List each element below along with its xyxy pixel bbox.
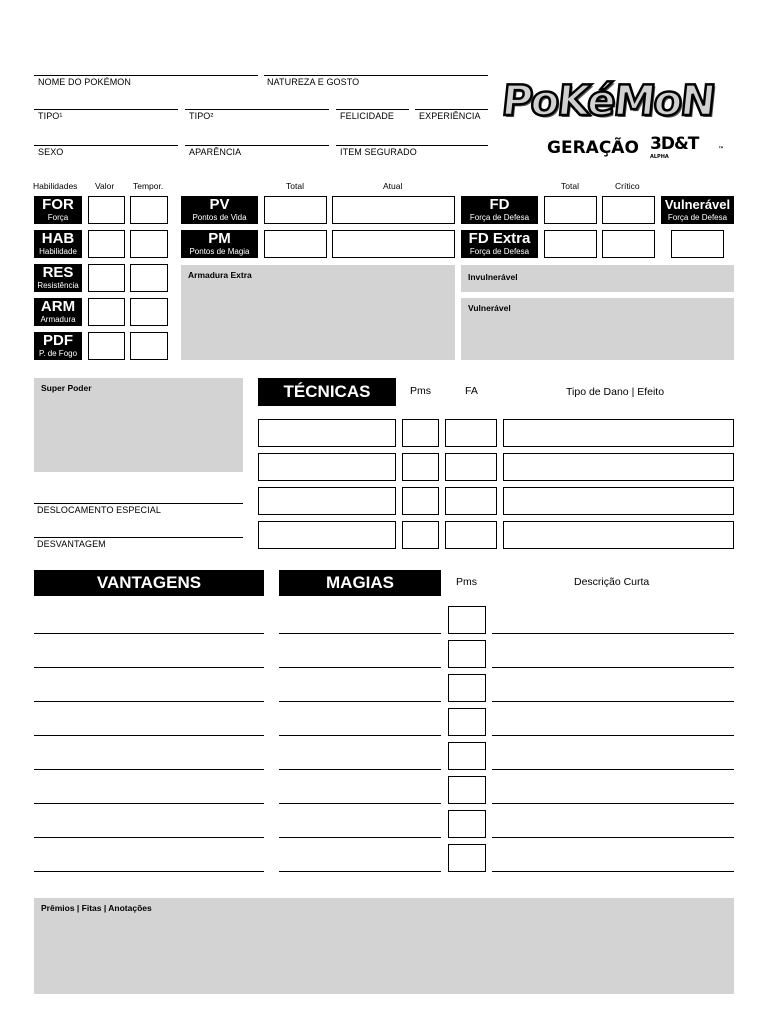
attr-res-temp[interactable] xyxy=(130,264,168,292)
habilidades-header: Habilidades xyxy=(33,181,78,191)
super-poder-box[interactable] xyxy=(34,378,243,472)
logo-brand: PoKéMoN xyxy=(499,76,717,125)
logo-edition: ALPHA xyxy=(650,154,669,160)
deslocamento-line[interactable] xyxy=(34,503,243,504)
magia-pms-box[interactable] xyxy=(448,708,486,736)
magia-pms-box[interactable] xyxy=(448,606,486,634)
tipo2-label: TIPO² xyxy=(189,111,214,121)
armadura-extra-box[interactable] xyxy=(181,265,455,360)
tecnica-fa-box[interactable] xyxy=(445,487,497,515)
tecnica-tipo-box[interactable] xyxy=(503,453,734,481)
attr-pdf-badge xyxy=(34,332,82,360)
attr-pdf-valor[interactable] xyxy=(88,332,125,360)
natureza-line[interactable] xyxy=(264,75,488,76)
attr-hab-temp[interactable] xyxy=(130,230,168,258)
vulneravel-value-box[interactable] xyxy=(671,230,724,258)
fd-total-box[interactable] xyxy=(544,196,597,224)
attr-arm-valor[interactable] xyxy=(88,298,125,326)
critico-header: Crítico xyxy=(615,181,640,191)
tecnicas-tipo-header: Tipo de Dano | Efeito xyxy=(566,386,665,398)
fd-extra-name: Força de Defesa xyxy=(469,247,530,256)
tipo1-label: TIPO¹ xyxy=(38,111,63,121)
tecnica-pms-box[interactable] xyxy=(402,453,439,481)
pv-name: Pontos de Vida xyxy=(192,213,247,222)
experiencia-line[interactable] xyxy=(415,109,488,110)
fd-extra-total-box[interactable] xyxy=(544,230,597,258)
pv-atual-box[interactable] xyxy=(332,196,455,224)
tecnica-tipo-box[interactable] xyxy=(503,419,734,447)
felicidade-line[interactable] xyxy=(336,109,409,110)
attr-res-valor[interactable] xyxy=(88,264,125,292)
pm-name: Pontos de Magia xyxy=(189,247,250,256)
magia-line[interactable] xyxy=(279,701,441,702)
vulneravel-badge xyxy=(661,196,734,224)
attr-arm-name: Armadura xyxy=(40,315,76,324)
armadura-extra-label: Armadura Extra xyxy=(188,270,252,280)
magia-pms-box[interactable] xyxy=(448,674,486,702)
tecnica-fa-box[interactable] xyxy=(445,453,497,481)
pm-total-box[interactable] xyxy=(264,230,327,258)
invulneravel-label: Invulnerável xyxy=(468,272,518,282)
fd-extra-abbr: FD Extra xyxy=(468,230,531,247)
tecnica-fa-box[interactable] xyxy=(445,521,497,549)
attr-res-abbr: RES xyxy=(42,264,74,281)
vantagem-line[interactable] xyxy=(34,667,264,668)
magias-banner: MAGIAS xyxy=(279,570,441,596)
vantagem-line[interactable] xyxy=(34,769,264,770)
pm-abbr: PM xyxy=(208,230,231,247)
vulneravel-area-box[interactable] xyxy=(461,298,734,360)
magia-line[interactable] xyxy=(279,735,441,736)
magia-pms-box[interactable] xyxy=(448,742,486,770)
attr-pdf-name: P. de Fogo xyxy=(38,349,78,358)
nome-line[interactable] xyxy=(34,75,258,76)
attr-res-badge xyxy=(34,264,82,292)
pv-badge xyxy=(181,196,258,224)
tecnica-pms-box[interactable] xyxy=(402,521,439,549)
attr-arm-temp[interactable] xyxy=(130,298,168,326)
desvantagem-line[interactable] xyxy=(34,537,243,538)
felicidade-label: FELICIDADE xyxy=(340,111,395,121)
aparencia-line[interactable] xyxy=(185,145,329,146)
magia-descricao-line[interactable] xyxy=(492,769,734,770)
item-label: ITEM SEGURADO xyxy=(340,147,417,157)
fd-abbr: FD xyxy=(489,196,510,213)
magia-pms-box[interactable] xyxy=(448,810,486,838)
pv-abbr: PV xyxy=(209,196,230,213)
vulneravel-name: Força de Defesa xyxy=(667,213,728,222)
fd-extra-critico-box[interactable] xyxy=(602,230,655,258)
vulneravel-abbr: Vulnerável xyxy=(664,197,731,212)
vantagem-line[interactable] xyxy=(34,735,264,736)
sexo-label: SEXO xyxy=(38,147,64,157)
attr-for-valor[interactable] xyxy=(88,196,125,224)
logo-subtitle: GERAÇÃO xyxy=(547,138,639,158)
pv-total-box[interactable] xyxy=(264,196,327,224)
super-poder-label: Super Poder xyxy=(41,383,92,393)
vantagem-line[interactable] xyxy=(34,837,264,838)
fd-total-header: Total xyxy=(561,181,579,191)
fd-name: Força de Defesa xyxy=(469,213,530,222)
attr-for-name: Força xyxy=(47,213,69,222)
premios-label: Prêmios | Fitas | Anotações xyxy=(41,903,152,913)
aparencia-label: APARÊNCIA xyxy=(189,147,242,157)
attr-hab-valor[interactable] xyxy=(88,230,125,258)
fd-critico-box[interactable] xyxy=(602,196,655,224)
magia-line[interactable] xyxy=(279,803,441,804)
attr-hab-name: Habilidade xyxy=(39,247,77,256)
experiencia-label: EXPERIÊNCIA xyxy=(419,111,481,121)
tecnica-nome-box[interactable] xyxy=(258,453,396,481)
tecnica-pms-box[interactable] xyxy=(402,487,439,515)
magia-line[interactable] xyxy=(279,667,441,668)
tecnica-tipo-box[interactable] xyxy=(503,487,734,515)
attr-for-abbr: FOR xyxy=(42,196,74,213)
attr-arm-badge xyxy=(34,298,82,326)
magia-descricao-line[interactable] xyxy=(492,803,734,804)
item-line[interactable] xyxy=(336,145,488,146)
nome-label: NOME DO POKÉMON xyxy=(38,77,132,87)
desvantagem-label: DESVANTAGEM xyxy=(37,539,106,549)
magia-pms-box[interactable] xyxy=(448,776,486,804)
pokemon-logo xyxy=(500,70,736,165)
attr-hab-badge xyxy=(34,230,82,258)
attr-arm-abbr: ARM xyxy=(40,298,76,315)
tecnica-nome-box[interactable] xyxy=(258,419,396,447)
attr-res-name: Resistência xyxy=(37,281,79,290)
vantagens-banner: VANTAGENS xyxy=(34,570,264,596)
pv-total-header: Total xyxy=(286,181,304,191)
magia-descricao-line[interactable] xyxy=(492,633,734,634)
tecnica-nome-box[interactable] xyxy=(258,487,396,515)
pm-badge xyxy=(181,230,258,258)
attr-pdf-abbr: PDF xyxy=(43,332,73,349)
natureza-label: NATUREZA E GOSTO xyxy=(267,77,360,87)
deslocamento-label: DESLOCAMENTO ESPECIAL xyxy=(37,505,161,515)
tecnica-nome-box[interactable] xyxy=(258,521,396,549)
fd-badge xyxy=(461,196,538,224)
magia-descricao-line[interactable] xyxy=(492,871,734,872)
magia-pms-box[interactable] xyxy=(448,844,486,872)
tecnicas-fa-header: FA xyxy=(465,385,478,397)
attr-pdf-temp[interactable] xyxy=(130,332,168,360)
pv-atual-header: Atual xyxy=(383,181,403,191)
premios-box[interactable] xyxy=(34,898,734,994)
magias-pms-header: Pms xyxy=(456,576,477,588)
magia-descricao-line[interactable] xyxy=(492,837,734,838)
magia-descricao-line[interactable] xyxy=(492,735,734,736)
logo-suffix: 3D&T xyxy=(650,134,699,154)
attr-for-temp[interactable] xyxy=(130,196,168,224)
vantagem-line[interactable] xyxy=(34,633,264,634)
magia-line[interactable] xyxy=(279,769,441,770)
attr-hab-abbr: HAB xyxy=(41,230,75,247)
vantagem-line[interactable] xyxy=(34,701,264,702)
magia-descricao-line[interactable] xyxy=(492,667,734,668)
vulneravel-area-label: Vulnerável xyxy=(468,303,511,313)
logo-tm: ™ xyxy=(718,146,724,153)
invulneravel-box[interactable] xyxy=(461,265,734,292)
tipo1-line[interactable] xyxy=(34,109,178,110)
magia-line[interactable] xyxy=(279,871,441,872)
vantagem-line[interactable] xyxy=(34,803,264,804)
fd-extra-badge xyxy=(461,230,538,258)
valor-header: Valor xyxy=(95,181,115,191)
vantagem-line[interactable] xyxy=(34,871,264,872)
pm-atual-box[interactable] xyxy=(332,230,455,258)
magias-descricao-header: Descrição Curta xyxy=(574,576,650,588)
magia-line[interactable] xyxy=(279,633,441,634)
tecnica-pms-box[interactable] xyxy=(402,419,439,447)
tecnica-fa-box[interactable] xyxy=(445,419,497,447)
attr-for-badge xyxy=(34,196,82,224)
sexo-line[interactable] xyxy=(34,145,178,146)
temporario-header: Tempor. xyxy=(133,181,164,191)
magia-line[interactable] xyxy=(279,837,441,838)
magia-pms-box[interactable] xyxy=(448,640,486,668)
magia-descricao-line[interactable] xyxy=(492,701,734,702)
tecnicas-banner: TÉCNICAS xyxy=(258,378,396,406)
tipo2-line[interactable] xyxy=(185,109,329,110)
tecnicas-pms-header: Pms xyxy=(410,385,431,397)
tecnica-tipo-box[interactable] xyxy=(503,521,734,549)
